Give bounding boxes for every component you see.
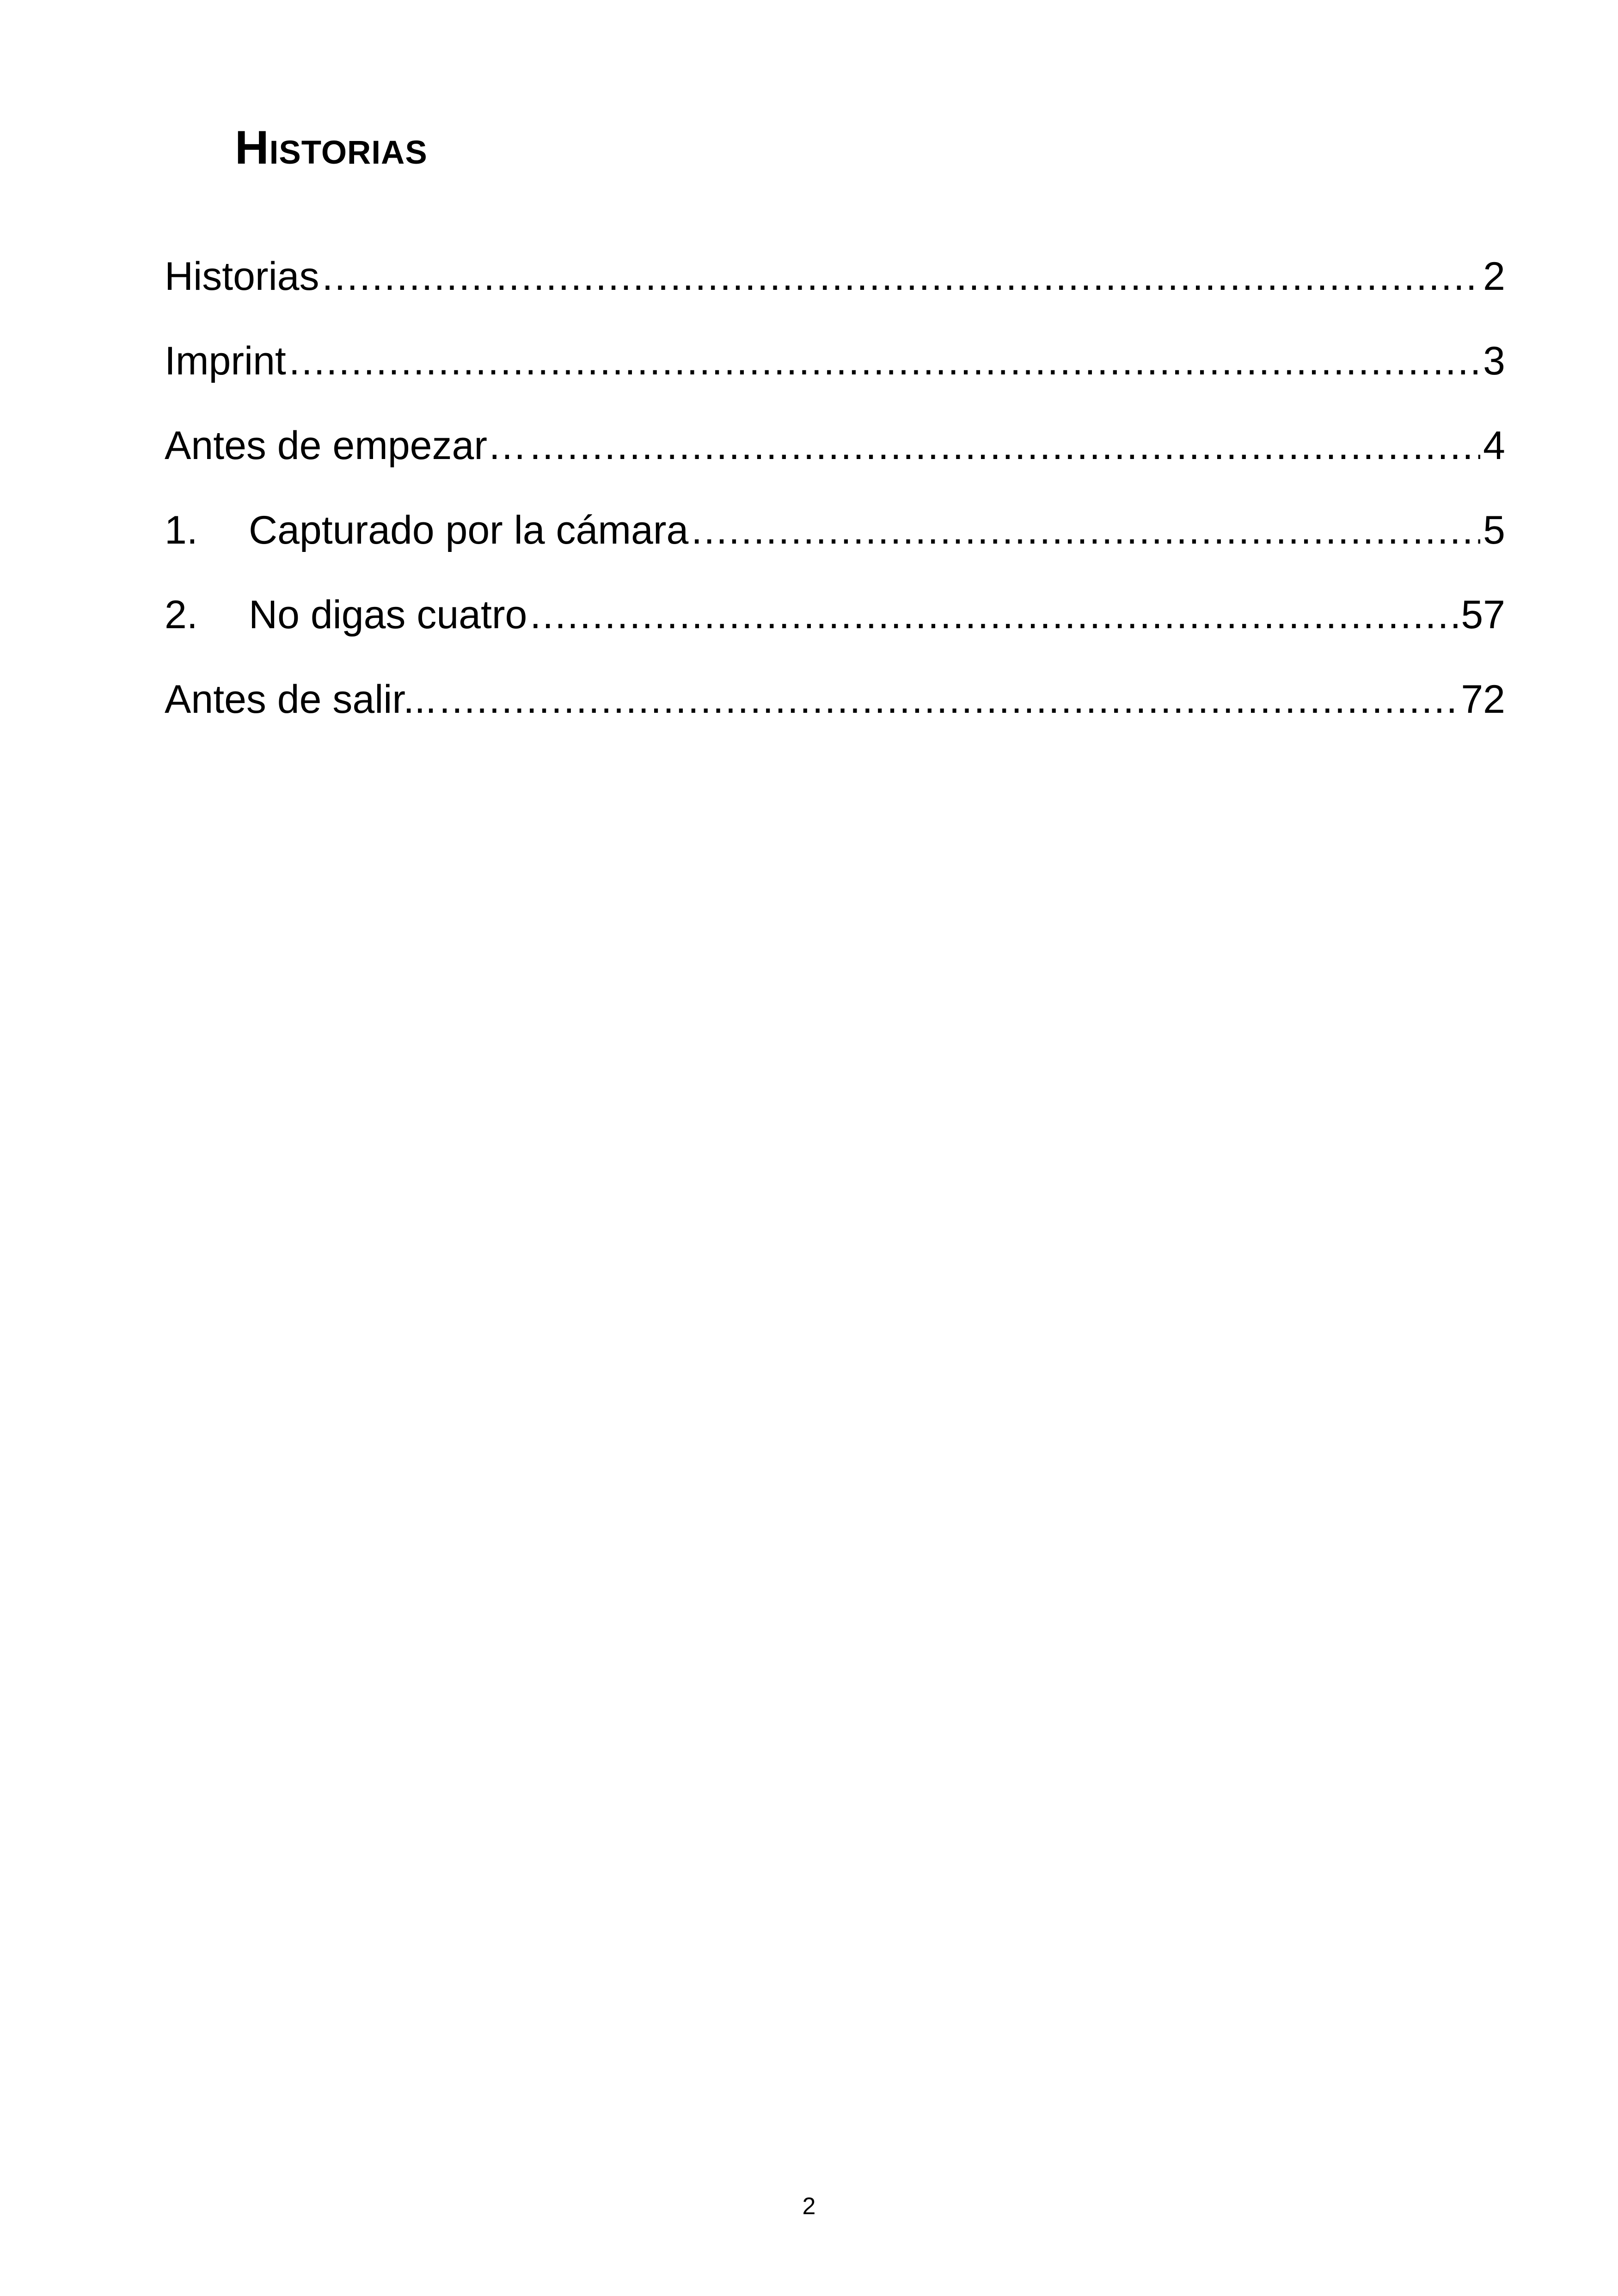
toc-dot-leader [322,257,1481,296]
toc-entry[interactable] [165,423,1505,510]
toc-entry-page: 4 [1483,423,1505,468]
toc-entry-number: 2. [165,593,198,637]
toc-dot-leader [530,595,1458,635]
toc-dot-leader [691,510,1480,550]
table-of-contents [165,254,1505,764]
toc-dot-leader [530,426,1480,465]
toc-entry-page: 72 [1461,677,1505,722]
toc-entry-label: Antes de empezar… [165,423,527,468]
toc-entry-page: 57 [1461,593,1505,637]
toc-entry[interactable] [165,510,1505,595]
toc-entry-label: Imprint [165,339,286,383]
toc-dot-leader [439,680,1458,719]
toc-entry-label: Historias [165,254,319,299]
toc-entry[interactable] [165,254,1505,341]
toc-entry-page: 2 [1483,254,1505,299]
toc-dot-leader [289,341,1480,381]
page-title: Historias [235,121,428,174]
toc-entry[interactable] [165,341,1505,426]
toc-entry-label: Capturado por la cámara [249,508,689,552]
page-number: 2 [802,2193,816,2220]
toc-entry[interactable] [165,595,1505,680]
toc-entry[interactable] [165,677,1505,764]
toc-entry-label: No digas cuatro [249,593,527,637]
toc-entry-label: Antes de salir... [165,677,436,722]
toc-entry-page: 3 [1483,339,1505,383]
toc-entry-number: 1. [165,508,198,552]
toc-entry-page: 5 [1483,508,1505,552]
